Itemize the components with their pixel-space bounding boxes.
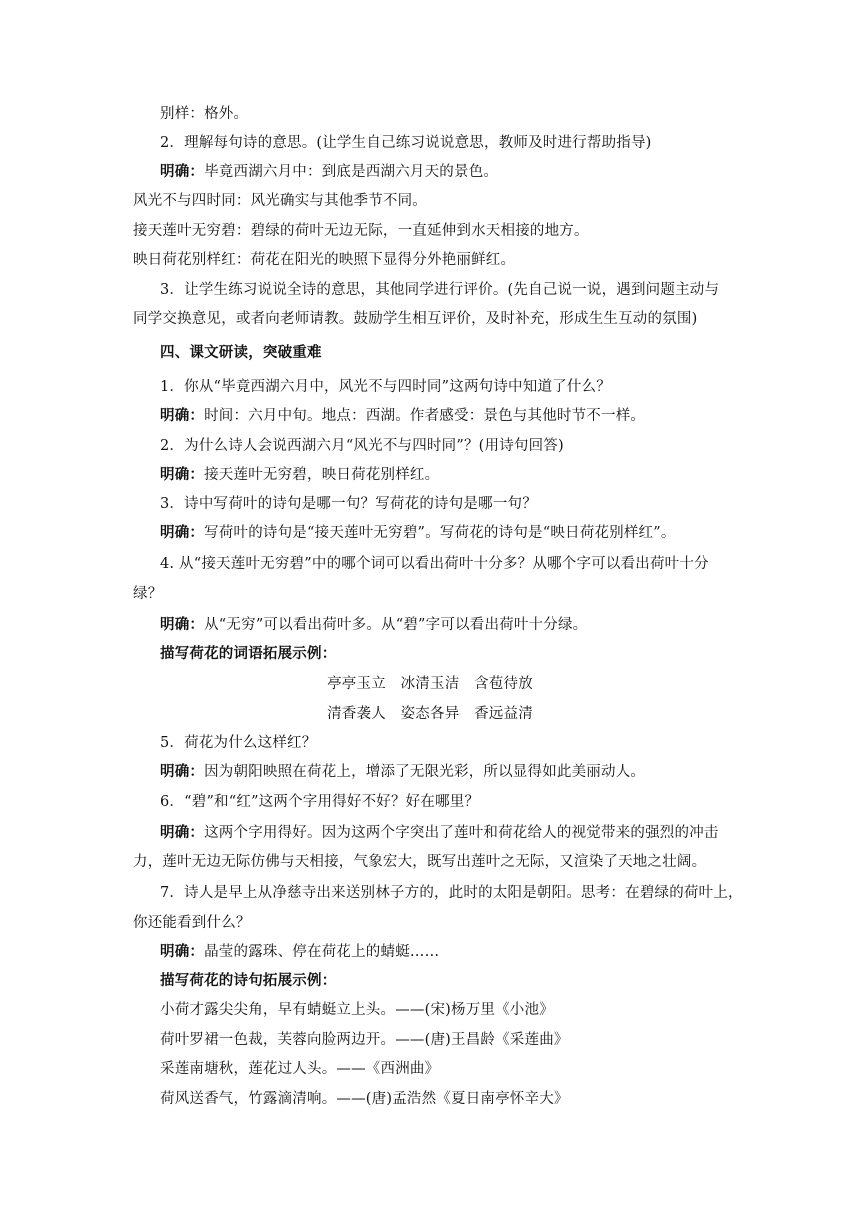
question-3: 3．诗中写荷叶的诗句是哪一句？写荷花的诗句是哪一句？ [160,496,537,512]
explanation-line: 映日荷花别样红：荷花在阳光的映照下显得分外艳丽鲜红。 [133,252,516,268]
answer-5 [160,762,645,782]
poem-line: 荷风送香气，竹露滴清响。——(唐)孟浩然《夏日南亭怀辛大》 [160,1091,569,1107]
answer-3 [160,523,676,543]
answer-text: 这两个字用得好。因为这两个字突出了莲叶和荷花给人的视觉带来的强烈的冲击 [204,825,719,841]
words-row-1: 亭亭玉立 冰清玉洁 含苞待放 [327,676,533,692]
words-heading: 描写荷花的词语拓展示例： [160,646,337,662]
answer-7 [160,942,439,962]
question-7-continuation: 你还能看到什么？ [133,915,251,931]
answer-text: 接天莲叶无穷碧，映日荷花别样红。 [204,467,440,483]
explanation-line: 接天莲叶无穷碧：碧绿的荷叶无边无际，一直延伸到水天相接的地方。 [133,223,589,239]
answer-label: 明确： [160,408,205,424]
poem-line: 荷叶罗裙一色裁，芙蓉向脸两边开。——(唐)王昌龄《采莲曲》 [160,1032,569,1048]
answer-1 [160,406,645,426]
answer-label: 明确： [160,617,205,633]
answer-2 [160,465,439,485]
answer-label: 明确： [160,764,205,780]
section-heading: 四、课文研读，突破重难 [160,345,322,361]
question-4-continuation: 绿？ [133,586,163,602]
answer-label: 明确： [160,825,205,841]
answer-4 [160,615,587,635]
question-6: 6．“碧”和“红”这两个字用得好不好？好在哪里？ [160,794,480,810]
words-row-2: 清香袭人 姿态各异 香远益清 [327,706,533,722]
answer-text: 毕竟西湖六月中：到底是西湖六月天的景色。 [204,164,499,180]
step-3-continuation: 同学交换意见，或者向老师请教。鼓励学生相互评价，及时补充，形成生生互动的氛围) [133,311,698,327]
poems-heading: 描写荷花的诗句拓展示例： [160,973,337,989]
question-4: 4. 从“接天莲叶无穷碧”中的哪个词可以看出荷叶十分多？从哪个字可以看出荷叶十分 [160,556,709,572]
question-7: 7．诗人是早上从净慈寺出来送别林子方的，此时的太阳是朝阳。思考：在碧绿的荷叶上， [160,885,743,901]
answer-text: 时间：六月中旬。地点：西湖。作者感受：景色与其他时节不一样。 [204,408,646,424]
answer-label: 明确： [160,164,205,180]
definition-line: 别样：格外。 [160,106,249,122]
question-5: 5．荷花为什么这样红？ [160,735,317,751]
answer-line [160,162,498,182]
answer-text: 从“无穷”可以看出荷叶多。从“碧”字可以看出荷叶十分绿。 [204,617,588,633]
answer-6-continuation: 力，莲叶无边无际仿佛与天相接，气象宏大，既写出莲叶之无际，又渲染了天地之壮阔。 [133,854,707,870]
poem-line: 小荷才露尖尖角，早有蜻蜓立上头。——(宋)杨万里《小池》 [160,1002,554,1018]
answer-label: 明确： [160,944,205,960]
question-2: 2．为什么诗人会说西湖六月“风光不与四时同”？(用诗句回答) [160,438,564,454]
explanation-line: 风光不与四时同：风光确实与其他季节不同。 [133,193,427,209]
poem-line: 采莲南塘秋，莲花过人头。——《西洲曲》 [160,1061,440,1077]
answer-text: 写荷叶的诗句是“接天莲叶无穷碧”。写荷花的诗句是“映日荷花别样红”。 [204,525,676,541]
answer-label: 明确： [160,467,205,483]
answer-6 [160,823,719,843]
answer-text: 晶莹的露珠、停在荷花上的蜻蜓…… [204,944,440,960]
step-3-line: 3．让学生练习说说全诗的意思，其他同学进行评价。(先自己说一说，遇到问题主动与 [160,282,720,298]
question-1: 1．你从“毕竟西湖六月中，风光不与四时同”这两句诗中知道了什么？ [160,379,611,395]
answer-text: 因为朝阳映照在荷花上，增添了无限光彩，所以显得如此美丽动人。 [204,764,646,780]
step-2-line: 2．理解每句诗的意思。(让学生自己练习说说意思，教师及时进行帮助指导) [160,135,652,151]
answer-label: 明确： [160,525,205,541]
